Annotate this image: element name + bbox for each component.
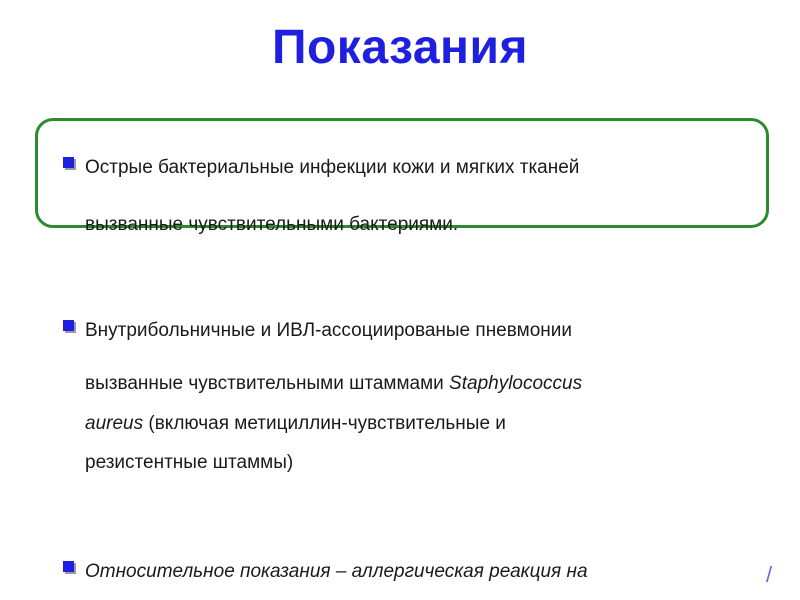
bullet-square-icon	[63, 320, 74, 331]
indication-1-line-2: вызванные чувствительными бактериями.	[85, 214, 459, 235]
indication-1-line-1: Острые бактериальные инфекции кожи и мягких тканей	[85, 157, 580, 178]
indication-2-line-2-text: вызванные чувствительными штаммами	[85, 373, 450, 394]
bullet-square-icon	[63, 157, 74, 168]
page-mark: /	[766, 562, 773, 587]
indication-2-line-3	[85, 413, 506, 435]
indication-2-line-1: Внутрибольничные и ИВЛ-ассоциированые пневмонии	[85, 320, 572, 341]
indication-3-line-1: Относительное показания – аллергическая реакция на	[85, 561, 588, 582]
organism-species: aureus	[85, 413, 144, 434]
organism-genus: Staphylococcus	[449, 373, 583, 394]
bullet-square-icon	[63, 561, 74, 572]
indication-2-line-3-text: (включая метициллин-чувствительные и	[143, 413, 506, 434]
slide-title: Показания	[271, 21, 529, 74]
indication-2-line-4: резистентные штаммы)	[85, 452, 294, 473]
indication-2-line-2	[85, 373, 582, 395]
